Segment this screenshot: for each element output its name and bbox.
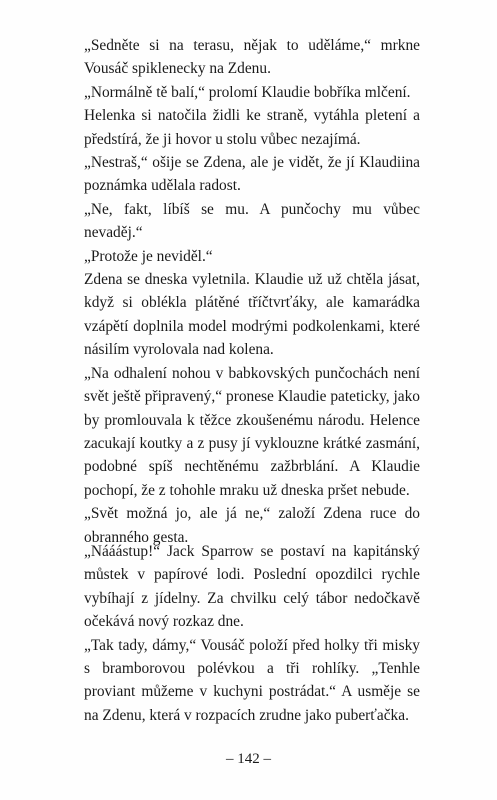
paragraph: „Nestraš,“ ošije se Zdena, ale je vidět, že jí Klaudiina poznámka udělala radost. bbox=[84, 154, 420, 195]
page-number: – 142 – bbox=[226, 751, 271, 767]
paragraph: „Ne, fakt, líbíš se mu. A punčochy mu vůbec nevaděj.“ bbox=[84, 200, 420, 242]
paragraph: Helenka si natočila židli ke straně, vytáhla pletení a předstírá, že ji hovor u stolu vůbec nezajímá. bbox=[84, 107, 420, 148]
paragraph: „Svět možná jo, ale já ne,“ založí Zdena ruce do obranného gesta. bbox=[84, 505, 420, 546]
text-section-two bbox=[84, 540, 420, 727]
paragraph: „Tak tady, dámy,“ Vousáč položí před holky tři misky s bramborovou polévkou a tři rohlíky. „Tenhle proviant můžeme v kuchyni postrádat.“ A usměje se na Zdenu, která v rozpacích zrudne jako puberťačka. bbox=[84, 636, 420, 724]
paragraph: „Na odhalení nohou v babkovských punčochách není svět ještě připravený,“ pronese Klaudie pateticky, jako by promlouvala k těžce zkoušenému národu. Helence zacukají koutky a z pusy jí vyklouzne krátké zasmání, podobné spíš nechtěnému zažbrblání. A Klaudie pochopí, že z tohohle mraku už dneska pršet nebude. bbox=[84, 364, 420, 499]
paragraph: „Nááástup!“ Jack Sparrow se postaví na kapitánský můstek v papírové lodi. Poslední opozdilci rychle vybíhají z jídelny. Za chvilku celý tábor nedočkavě očekává nový rozkaz dne. bbox=[84, 543, 420, 631]
paragraph: „Protože je neviděl.“ bbox=[84, 247, 213, 265]
paragraph: „Sedněte si na terasu, nějak to uděláme,“ mrkne Vousáč spiklenecky na Zdenu. bbox=[84, 37, 420, 78]
paragraph: „Normálně tě balí,“ prolomí Klaudie bobříka mlčení. bbox=[84, 83, 411, 101]
paragraph: Zdena se dneska vyletnila. Klaudie už už chtěla jásat, když si oblékla plátěné tříčtvrťáky, ale kamarádka vzápětí doplnila model modrými podkolenkami, které násilím vyrolovala nad kolena. bbox=[84, 271, 420, 359]
text-section-one bbox=[84, 34, 420, 549]
